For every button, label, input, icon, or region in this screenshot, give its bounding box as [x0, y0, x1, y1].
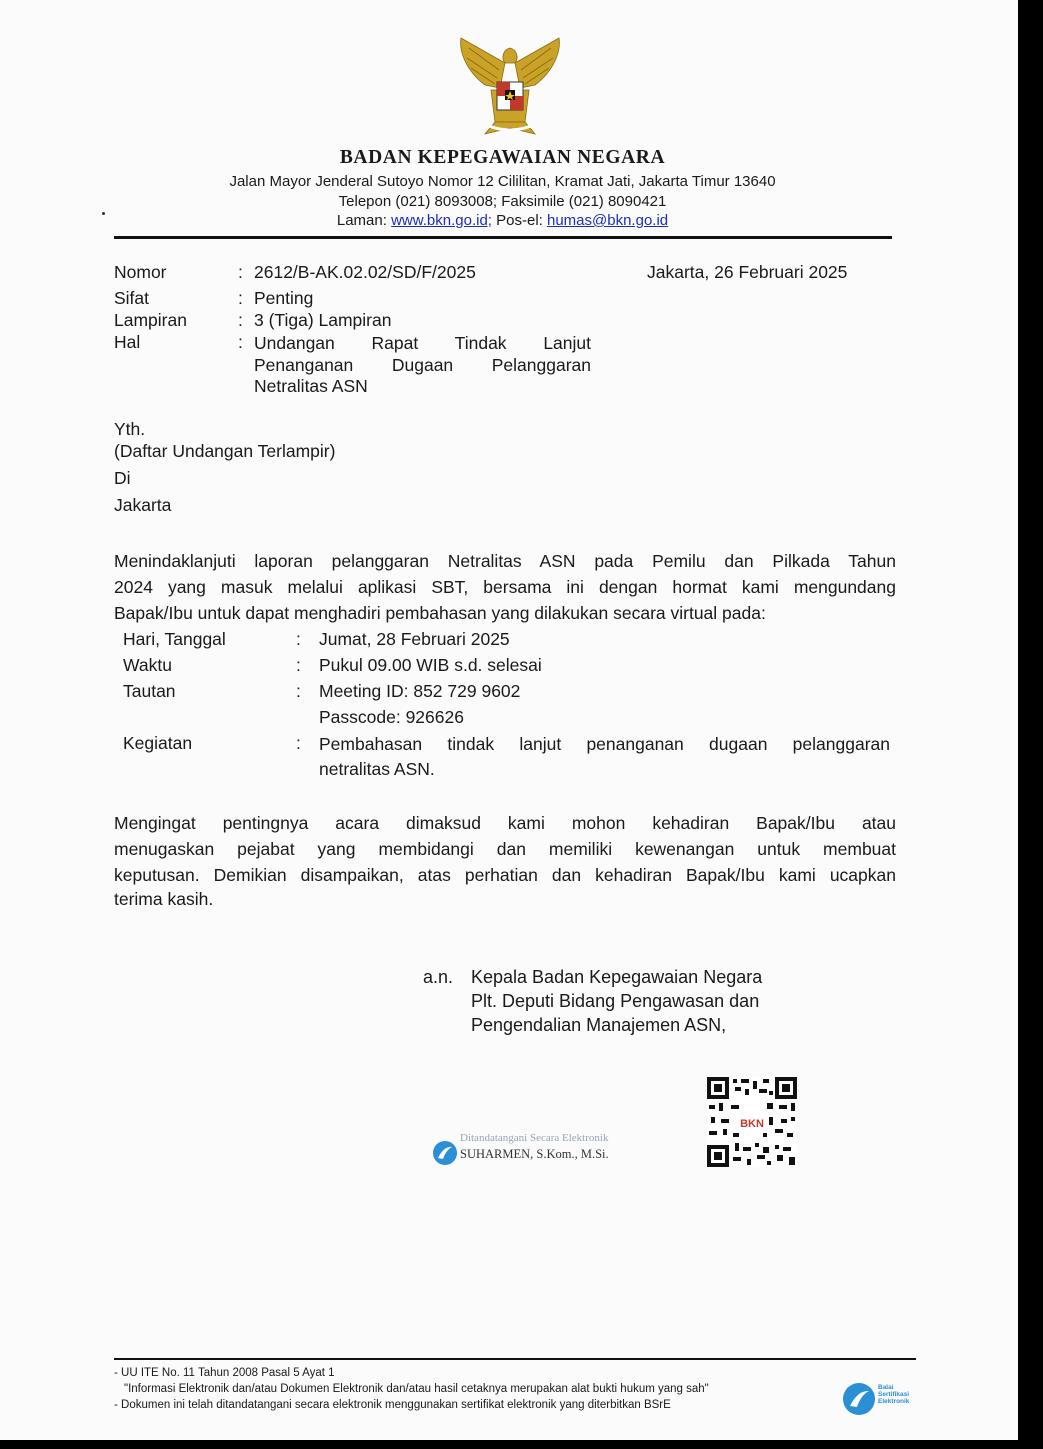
- passcode: Passcode: 926626: [319, 707, 464, 727]
- org-name: BADAN KEPEGAWAIAN NEGARA: [339, 147, 666, 168]
- nomor-value: 2612/B-AK.02.02/SD/F/2025: [254, 262, 476, 282]
- email-link[interactable]: humas@bkn.go.id: [547, 212, 669, 229]
- bsre-line-3: Elektronik: [878, 1398, 910, 1405]
- qr-center-text: BKN: [740, 1118, 764, 1130]
- hal-line-2: Penanganan Dugaan Pelanggaran: [254, 355, 591, 375]
- meeting-id: Meeting ID: 852 729 9602: [319, 681, 521, 701]
- para2-line-4: terima kasih.: [114, 889, 214, 909]
- org-web-line: [0, 212, 1005, 229]
- lampiran-label: Lampiran: [114, 310, 187, 330]
- footer-law: UU ITE No. 11 Tahun 2008 Pasal 5 Ayat 1: [121, 1367, 335, 1379]
- footer-line-3: - Dokumen ini telah ditandatangani secara elektronik menggunakan sertifikat elektronik yang diterbitkan BSrE: [114, 1399, 671, 1411]
- footer-rule: [114, 1358, 916, 1360]
- colon: :: [238, 310, 243, 330]
- colon: :: [238, 288, 243, 308]
- kegiatan-line-2: netralitas ASN.: [319, 759, 435, 779]
- hal-line-3: Netralitas ASN: [254, 376, 368, 396]
- kegiatan-line-1: Pembahasan tindak lanjut penanganan dugaan pelanggaran: [319, 734, 890, 754]
- para1-line-1: Menindaklanjuti laporan pelanggaran Netralitas ASN pada Pemilu dan Pilkada Tahun: [114, 551, 896, 571]
- place-date: Jakarta, 26 Februari 2025: [647, 262, 848, 282]
- bsre-text: [878, 1384, 909, 1405]
- qr-code-icon: [707, 1077, 797, 1167]
- colon: :: [238, 262, 243, 282]
- signature-line-1: Kepala Badan Kepegawaian Negara: [471, 967, 763, 987]
- recipient-city: Jakarta: [114, 495, 172, 515]
- nomor-label: Nomor: [114, 262, 167, 282]
- para2-line-1: Mengingat pentingnya acara dimaksud kami mohon kehadiran Bapak/Ibu atau: [114, 813, 896, 833]
- tautan-label: Tautan: [123, 681, 176, 701]
- website-link[interactable]: www.bkn.go.id;: [391, 212, 492, 229]
- recipient-di: Di: [114, 468, 131, 488]
- org-address: Jalan Mayor Jenderal Sutoyo Nomor 12 Cililitan, Kramat Jati, Jakarta Timur 13640: [229, 173, 776, 190]
- signer-name: SUHARMEN, S.Kom., M.Si.: [460, 1147, 609, 1161]
- hari-label: Hari, Tanggal: [123, 629, 226, 649]
- colon: :: [296, 733, 301, 753]
- signature-line-2: Plt. Deputi Bidang Pengawasan dan: [471, 991, 760, 1011]
- footer-quote: "Informasi Elektronik dan/atau Dokumen Elektronik dan/atau hasil cetaknya merupakan alat bukti hukum yang sah": [124, 1383, 709, 1395]
- para2-line-3: keputusan. Demikian disampaikan, atas perhatian dan kehadiran Bapak/Ibu kami ucapkan: [114, 865, 896, 885]
- email-label: Pos-el:: [496, 212, 543, 229]
- footer-esign-note: Dokumen ini telah ditandatangani secara elektronik menggunakan sertifikat elektronik yang diterbitkan BSrE: [121, 1399, 671, 1411]
- colon: :: [296, 655, 301, 675]
- para1-line-3: Bapak/Ibu untuk dapat menghadiri pembahasan yang dilakukan secara virtual pada:: [114, 603, 766, 623]
- hal-label: Hal: [114, 332, 141, 352]
- signature-line-3: Pengendalian Manajemen ASN,: [471, 1015, 727, 1035]
- sifat-value: Penting: [254, 288, 314, 308]
- garuda-emblem-icon: [455, 30, 565, 140]
- esign-caption: Ditandatangani Secara Elektronik: [460, 1132, 609, 1144]
- footer-line-1: - UU ITE No. 11 Tahun 2008 Pasal 5 Ayat 1: [114, 1367, 335, 1379]
- bsre-line-2: Sertifikasi: [878, 1391, 910, 1398]
- sifat-label: Sifat: [114, 288, 150, 308]
- esign-logo-icon: [432, 1140, 458, 1166]
- scan-dot: [102, 212, 105, 215]
- bsre-logo-icon: [842, 1382, 876, 1416]
- recipient-list: (Daftar Undangan Terlampir): [114, 441, 336, 461]
- recipient-yth: Yth.: [114, 419, 146, 439]
- hari-value: Jumat, 28 Februari 2025: [319, 629, 510, 649]
- colon: :: [296, 681, 301, 701]
- colon: :: [238, 332, 243, 352]
- waktu-label: Waktu: [123, 655, 172, 675]
- para2-line-2: menugaskan pejabat yang membidangi dan memiliki kewenangan untuk membuat: [114, 839, 896, 859]
- signature-an: a.n.: [423, 967, 454, 987]
- waktu-value: Pukul 09.00 WIB s.d. selesai: [319, 655, 542, 675]
- bsre-line-1: Balai: [878, 1384, 894, 1391]
- para1-line-2: 2024 yang masuk melalui aplikasi SBT, bersama ini dengan hormat kami mengundang: [114, 577, 896, 597]
- hal-line-1: Undangan Rapat Tindak Lanjut: [254, 333, 591, 353]
- kegiatan-label: Kegiatan: [123, 733, 193, 753]
- lampiran-value: 3 (Tiga) Lampiran: [254, 310, 392, 330]
- org-phone: Telepon (021) 8093008; Faksimile (021) 8090421: [338, 193, 667, 210]
- web-label: Laman:: [336, 212, 387, 229]
- colon: :: [296, 629, 301, 649]
- header-rule: [114, 236, 892, 239]
